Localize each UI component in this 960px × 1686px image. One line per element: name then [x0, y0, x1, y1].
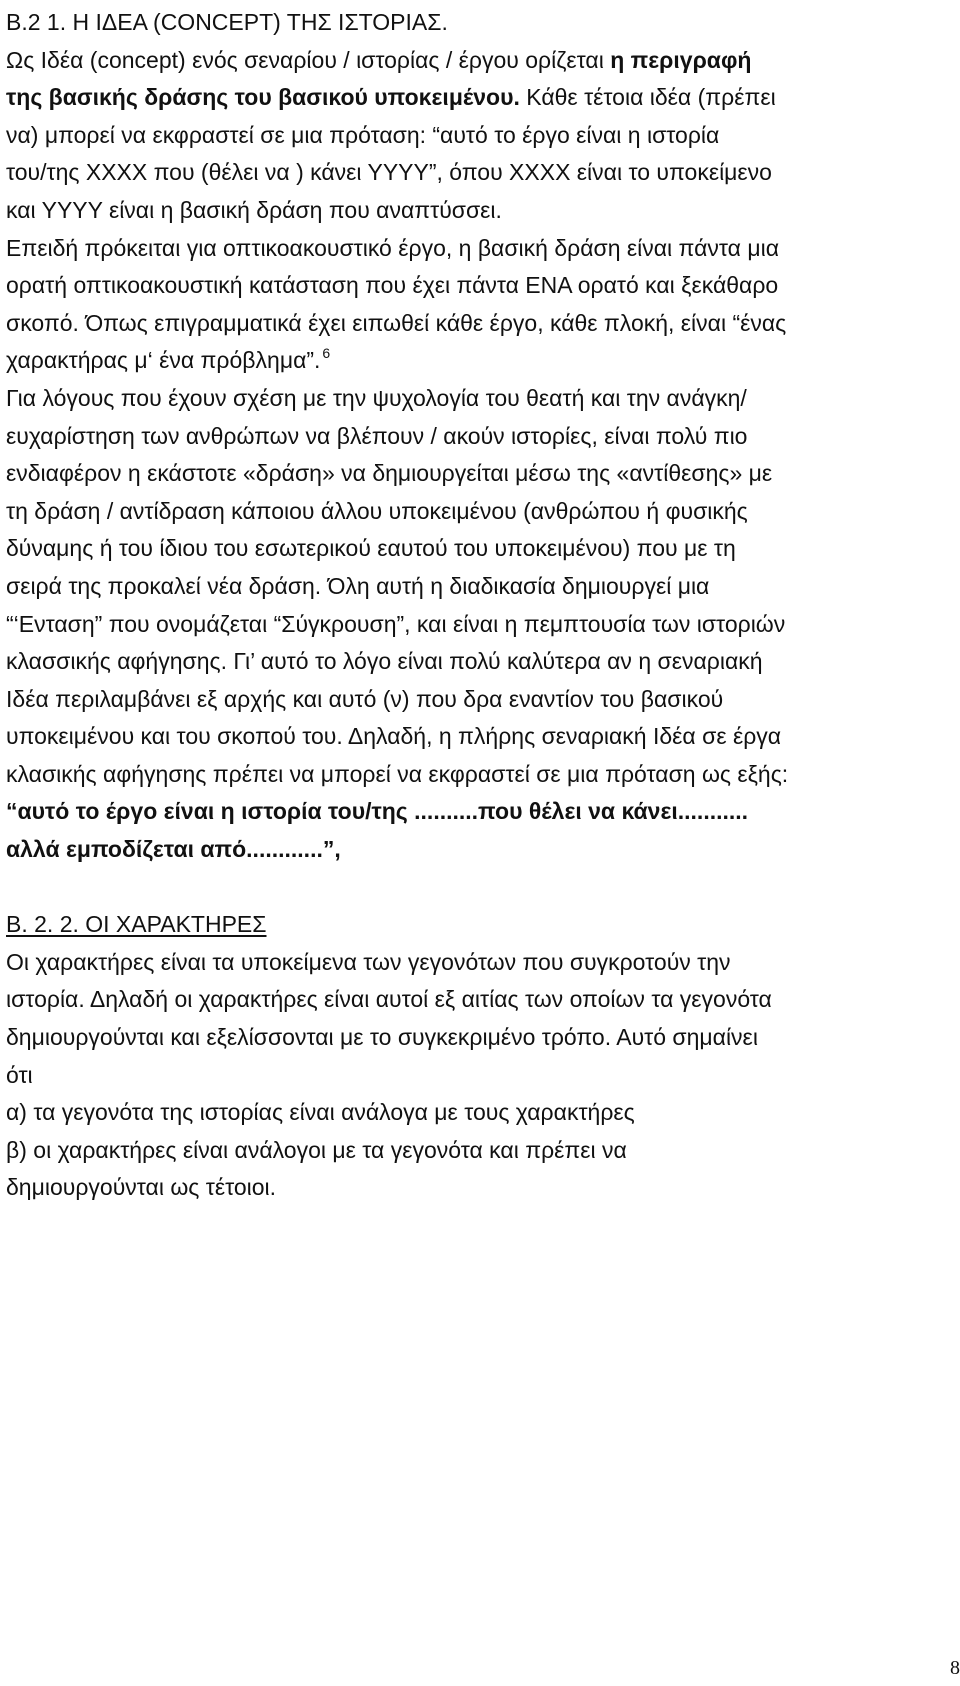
text-line: δύναμης ή του ίδιου του εσωτερικού εαυτού του υποκειμένου) που με τη [6, 535, 736, 562]
idea-formula-line: αλλά εμποδίζεται από............”, [6, 836, 341, 863]
blank-line [6, 869, 946, 907]
text-line: κλασσικής αφήγησης. Γι’ αυτό το λόγο είναι πολύ καλύτερα αν η σεναριακή [6, 648, 763, 675]
text-line: τη δράση / αντίδραση κάποιου άλλου υποκειμένου (ανθρώπου ή φυσικής [6, 497, 748, 524]
section-heading-idea: Β.2 1. Η ΙΔΕΑ (CONCEPT) ΤΗΣ ΙΣΤΟΡΙΑΣ. [6, 9, 448, 35]
list-item: β) οι χαρακτήρες είναι ανάλογοι με τα γεγονότα και πρέπει να [6, 1136, 627, 1163]
text-line: ορατή οπτικοακουστική κατάσταση που έχει πάντα ΕΝΑ ορατό και ξεκάθαρο [6, 272, 779, 299]
text-line: ενδιαφέρον η εκάστοτε «δράση» να δημιουργείται μέσω της «αντίθεσης» με [6, 460, 773, 487]
text-run: Κάθε τέτοια ιδέα (πρέπει [519, 84, 776, 111]
text-line [6, 42, 946, 80]
text-line: υποκειμένου και του σκοπού του. Δηλαδή, η πλήρης σεναριακή Ιδέα σε έργα [6, 723, 782, 750]
text-line: σειρά της προκαλεί νέα δράση. Όλη αυτή η διαδικασία δημιουργεί μια [6, 572, 710, 599]
emphasis-run: η περιγραφή [603, 46, 752, 73]
text-line: κλασικής αφήγησης πρέπει να μπορεί να εκφραστεί σε μια πρόταση ως εξής: [6, 760, 789, 787]
text-line: σκοπό. Όπως επιγραμματικά έχει ειπωθεί κάθε έργο, κάθε πλοκή, είναι “ένας [6, 309, 787, 336]
text-line: και ΥΥΥΥ είναι η βασική δράση που αναπτύσσει. [6, 196, 502, 223]
text-line: “‘Ενταση” που ονομάζεται “Σύγκρουση”, και είναι η πεμπτουσία των ιστοριών [6, 610, 786, 637]
text-line: δημιουργούνται ως τέτοιοι. [6, 1174, 277, 1201]
text-line: Επειδή πρόκειται για οπτικοακουστικό έργο, η βασική δράση είναι πάντα μια [6, 234, 780, 261]
text-line [6, 342, 946, 380]
document-page [6, 4, 946, 1207]
text-line [6, 79, 946, 117]
text-line: δημιουργούνται και εξελίσσονται με το συγκεκριμένο τρόπο. Αυτό σημαίνει [6, 1024, 758, 1051]
text-line: ευχαρίστηση των ανθρώπων να βλέπουν / ακούν ιστορίες, είναι πολύ πιο [6, 422, 748, 449]
idea-formula-line: “αυτό το έργο είναι η ιστορία του/της ..........που θέλει να κάνει........... [6, 798, 749, 825]
footnote-reference: 6 [322, 345, 331, 362]
emphasis-run: της βασικής δράσης του βασικού υποκειμένου. [6, 84, 520, 111]
section-idea-body [6, 42, 946, 869]
text-run: χαρακτήρας μ‘ ένα πρόβλημα”. [6, 347, 321, 374]
text-line: να) μπορεί να εκφραστεί σε μια πρόταση: “αυτό το έργο είναι η ιστορία [6, 121, 720, 148]
list-item: α) τα γεγονότα της ιστορίας είναι ανάλογα με τους χαρακτήρες [6, 1099, 635, 1126]
text-line: ιστορία. Δηλαδή οι χαρακτήρες είναι αυτοί εξ αιτίας των οποίων τα γεγονότα [6, 986, 772, 1013]
text-run: Ως Ιδέα (concept) ενός σεναρίου / ιστορίας / έργου ορίζεται [6, 46, 604, 73]
section-characters-body [6, 944, 946, 1207]
text-line: Οι χαρακτήρες είναι τα υποκείμενα των γεγονότων που συγκροτούν την [6, 948, 731, 975]
text-line: Ιδέα περιλαμβάνει εξ αρχής και αυτό (ν) που δρα εναντίον του βασικού [6, 685, 724, 712]
text-line: ότι [6, 1061, 33, 1088]
page-number: 8 [950, 1657, 960, 1679]
text-line: Για λόγους που έχουν σχέση με την ψυχολογία του θεατή και την ανάγκη/ [6, 384, 747, 411]
section-heading-characters: Β. 2. 2. ΟΙ ΧΑΡΑΚΤΗΡΕΣ [6, 911, 267, 938]
text-line: του/της ΧΧΧΧ που (θέλει να ) κάνει ΥΥΥΥ”, όπου ΧΧΧΧ είναι το υποκείμενο [6, 159, 772, 186]
